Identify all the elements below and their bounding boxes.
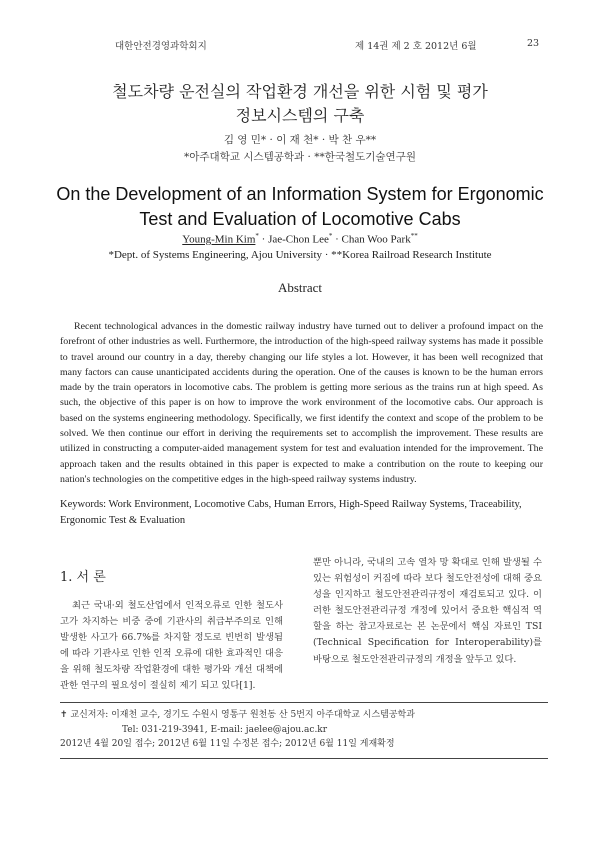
english-affiliations: *Dept. of Systems Engineering, Ajou University · **Korea Railroad Research Institute (108, 249, 492, 261)
abstract-body: Recent technological advances in the domestic railway industry have turned out to deliver a profound impact on the forefront of other industries as well. Furthermore, the introduction of the high-speed railway systems has made it possible to travel around our country in a day, thereby changing our life styles a lot. However, it has been well recognized that many factors can cause unanticipated accidents during the operation. One of the causes is known to be the human errors made by the train operators in locomotive cabs. The problem is getting more serious as the trains run at high speed. As such, the objective of this paper is on how to improve the work environment of the locomotive cabs. Our approach is based on the systems engineering methodology. Specifically, we first identify the context and scope of the problem to be solved. We then continue our effort in deriving the requirements set to accomplish the improvement. These results are utilized in constructing a computer-aided management system for test and evaluation intended for the improvement. The approach taken and the results obtained in this paper is expected to make a contribution on the route to keeping our nation's technologies on the competitive edges in the high-speed railway systems industry. (60, 321, 543, 485)
korean-affiliations: *아주대학교 시스템공학과 · **한국철도기술연구원 (184, 151, 416, 163)
author-kim-mark: * (255, 232, 259, 240)
keywords-label: Keywords: (60, 499, 107, 510)
abstract-heading: Abstract (277, 280, 323, 295)
english-title-line1: On the Development of an Information System for Ergonomic (56, 184, 544, 204)
author-lee: · Jae-Chon Lee (258, 233, 329, 246)
author-kim: Young-Min Kim (182, 233, 256, 246)
journal-name: 대한안전경영과학회지 (115, 41, 207, 52)
korean-authors: 김 영 민* · 이 재 천* · 박 찬 우** (223, 134, 377, 146)
intro-left-column: 최근 국내·외 철도산업에서 인적오류로 인한 철도사고가 차지하는 비중 중에 기관사의 취급부주의로 인해 발생한 사고가 66.7%를 차지할 정도로 빈번히 발생됨에 따라 기관사로 인한 인적 오류에 대한 효과적인 대응을 위해 철도차량 작업환경에 대한 평가와 개선 대책에 관한 연구의 필요성이 절실히 제기 되고 있다[1]. (60, 600, 283, 692)
korean-title-line2: 정보시스템의 구축 (235, 106, 365, 125)
english-title-line2: Test and Evaluation of Locomotive Cabs (139, 209, 461, 229)
english-authors (0, 232, 600, 246)
footnote-line2: Tel: 031-219-3941, E-mail: jaelee@ajou.ac.kr (122, 724, 328, 735)
footnote-line3: 2012년 4월 20일 접수; 2012년 6월 11일 수정본 접수; 2012년 6월 11일 게재확정 (60, 739, 395, 749)
section-heading-introduction: 1. 서 론 (60, 570, 106, 585)
footnote-bottom-rule (60, 758, 548, 759)
footnote-line1: ✝ 교신저자: 이재천 교수, 경기도 수원시 영통구 원천동 산 5번지 아주대학교 시스템공학과 (60, 710, 415, 720)
page-number: 23 (527, 38, 540, 49)
author-park-mark: ** (410, 232, 418, 240)
footnote-rule (60, 702, 548, 703)
footnote (60, 708, 550, 752)
intro-right-column: 뿐만 아니라, 국내의 고속 열차 망 확대로 인해 발생될 수 있는 위험성이 커짐에 따라 보다 철도안전성에 대해 중요성을 인지하고 철도안전관리규정이 재검토되고 있다. 이러한 철도안전관리규정 개정에 있어서 중요한 핵심적 역할을 하는 참고자료로는 본 논문에서 핵심 자료인 TSI (Technical Specification for Interoperability)를 바탕으로 철도안전관리규정의 개정을 앞두고 있다. (313, 557, 542, 665)
issue-info: 제 14권 제 2 호 2012년 6월 (355, 41, 477, 52)
korean-title-line1: 철도차량 운전실의 작업환경 개선을 위한 시험 및 평가 (112, 82, 488, 101)
author-park: · Chan Woo Park (332, 233, 411, 246)
footnote-marker: ✝ (60, 710, 68, 720)
author-lee-mark: * (328, 232, 333, 240)
keywords (60, 497, 543, 529)
keywords-terms: Work Environment, Locomotive Cabs, Human Errors, High-Speed Railway Systems, Traceability, Ergonomic Test & Evaluation (60, 499, 522, 526)
